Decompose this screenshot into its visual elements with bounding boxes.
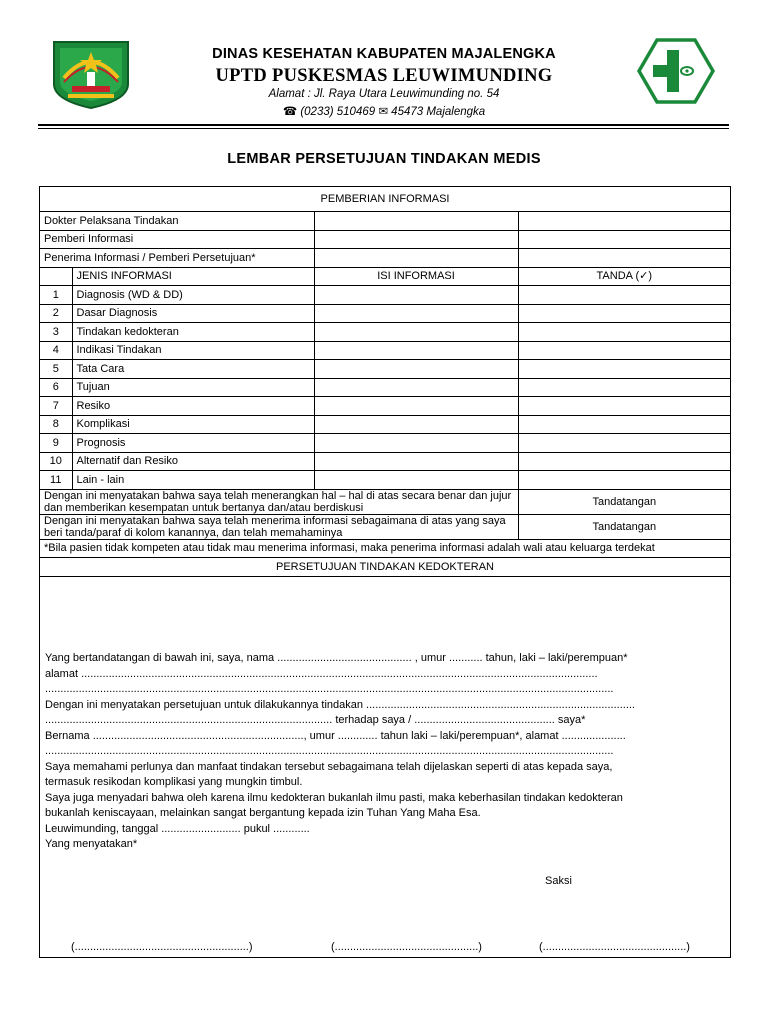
consent-line-address[interactable]: alamat ......................................................................................................................................................................... bbox=[45, 667, 598, 680]
item-check-field[interactable] bbox=[518, 378, 730, 397]
informer-value-field[interactable] bbox=[314, 230, 518, 249]
informer-label: Pemberi Informasi bbox=[40, 230, 314, 249]
header-rule-thick bbox=[38, 124, 729, 126]
item-label: Diagnosis (WD & DD) bbox=[72, 286, 314, 305]
consent-understanding-2: termasuk resikodan komplikasi yang mungkin timbul. bbox=[45, 776, 303, 788]
agency-name: DINAS KESEHATAN KABUPATEN MAJALENGKA bbox=[212, 46, 556, 62]
clinic-phone: ☎ (0233) 510469 ✉ 45473 Majalengka bbox=[282, 106, 486, 118]
item-content-field[interactable] bbox=[314, 471, 518, 490]
item-label: Lain - lain bbox=[72, 471, 314, 490]
item-content-field[interactable] bbox=[314, 286, 518, 305]
doctor-row bbox=[40, 212, 730, 231]
signature-label: Tandatangan bbox=[592, 495, 657, 508]
col-jenis-header: JENIS INFORMASI bbox=[72, 267, 314, 286]
informer-statement: Dengan ini menyatakan bahwa saya telah menerangkan hal – hal di atas secara benar dan jujur dan memberikan kesempatan untuk bertanya dan/atau berdiskusi bbox=[40, 489, 518, 514]
item-label: Tindakan kedokteran bbox=[72, 323, 314, 342]
table-row bbox=[40, 452, 730, 471]
consent-line-name[interactable]: Yang bertandatangan di bawah ini, saya, nama ............................................ , umur ........... tahun, laki – laki/perempuan* bbox=[45, 652, 628, 664]
recipient-label: Penerima Informasi / Pemberi Persetujuan* bbox=[40, 249, 314, 268]
item-content-field[interactable] bbox=[314, 323, 518, 342]
col-no-header bbox=[40, 267, 72, 286]
consent-understanding-1: Saya memahami perlunya dan manfaat tindakan tersebut sebagaimana telah dijelaskan seperti di atas kepada saya, bbox=[45, 760, 613, 773]
consent-line-procedure[interactable]: Dengan ini menyatakan persetujuan untuk dilakukannya tindakan ........................................................................................ bbox=[45, 698, 635, 711]
header-rule-thin bbox=[38, 128, 729, 129]
consent-line-subject-name[interactable]: Bernama ....................................................................., umur ............. tahun laki – laki/perempuan*, alamat ..................... bbox=[45, 729, 626, 742]
item-number: 7 bbox=[40, 397, 72, 416]
item-label: Komplikasi bbox=[72, 415, 314, 434]
section-title-information: PEMBERIAN INFORMASI bbox=[40, 187, 730, 212]
table-row bbox=[40, 304, 730, 323]
table-row bbox=[40, 434, 730, 453]
item-content-field[interactable] bbox=[314, 341, 518, 360]
item-label: Resiko bbox=[72, 397, 314, 416]
item-number: 11 bbox=[40, 471, 72, 490]
item-number: 1 bbox=[40, 286, 72, 305]
consent-line-address-cont[interactable]: .......................................................................................................................................................................................... bbox=[45, 683, 614, 695]
recipient-value-field[interactable] bbox=[314, 249, 518, 268]
item-check-field[interactable] bbox=[518, 471, 730, 490]
information-table bbox=[40, 187, 730, 577]
item-label: Tujuan bbox=[72, 378, 314, 397]
section-title-consent: PERSETUJUAN TINDAKAN KEDOKTERAN bbox=[40, 558, 730, 577]
item-number: 4 bbox=[40, 341, 72, 360]
item-label: Prognosis bbox=[72, 434, 314, 453]
item-number: 5 bbox=[40, 360, 72, 379]
informer-statement-row bbox=[40, 489, 730, 514]
consent-body bbox=[45, 651, 725, 853]
item-content-field[interactable] bbox=[314, 304, 518, 323]
doctor-sign-field[interactable] bbox=[518, 212, 730, 231]
item-number: 3 bbox=[40, 323, 72, 342]
table-row bbox=[40, 471, 730, 490]
item-content-field[interactable] bbox=[314, 397, 518, 416]
document-title: LEMBAR PERSETUJUAN TINDAKAN MEDIS bbox=[227, 151, 541, 167]
informer-signature-field[interactable] bbox=[518, 489, 730, 514]
consent-line-subject[interactable]: .............................................................................................. terhadap saya / .............................................. saya* bbox=[45, 714, 586, 726]
item-number: 2 bbox=[40, 304, 72, 323]
competence-note: *Bila pasien tidak kompeten atau tidak mau menerima informasi, maka penerima informasi adalah wali atau keluarga terdekat bbox=[40, 539, 730, 558]
item-check-field[interactable] bbox=[518, 323, 730, 342]
consent-declarant-label: Yang menyatakan* bbox=[45, 838, 138, 850]
informer-row bbox=[40, 230, 730, 249]
doctor-value-field[interactable] bbox=[314, 212, 518, 231]
item-label: Dasar Diagnosis bbox=[72, 304, 314, 323]
item-label: Alternatif dan Resiko bbox=[72, 452, 314, 471]
column-header-row bbox=[40, 267, 730, 286]
informer-sign-field[interactable] bbox=[518, 230, 730, 249]
letterhead bbox=[0, 0, 768, 130]
doctor-label: Dokter Pelaksana Tindakan bbox=[40, 212, 314, 231]
table-row bbox=[40, 397, 730, 416]
col-isi-header: ISI INFORMASI bbox=[314, 267, 518, 286]
item-number: 8 bbox=[40, 415, 72, 434]
item-check-field[interactable] bbox=[518, 360, 730, 379]
item-check-field[interactable] bbox=[518, 341, 730, 360]
item-number: 6 bbox=[40, 378, 72, 397]
consent-title-row bbox=[40, 558, 730, 577]
consent-form bbox=[39, 186, 731, 958]
consent-date-line[interactable]: Leuwimunding, tanggal .......................... pukul ............ bbox=[45, 822, 310, 835]
table-row bbox=[40, 415, 730, 434]
item-label: Tata Cara bbox=[72, 360, 314, 379]
item-content-field[interactable] bbox=[314, 452, 518, 471]
recipient-statement-row bbox=[40, 514, 730, 539]
item-check-field[interactable] bbox=[518, 452, 730, 471]
recipient-statement: Dengan ini menyatakan bahwa saya telah menerima informasi sebagaimana di atas yang saya beri tanda/paraf di kolom kanannya, dan telah memahaminya bbox=[40, 514, 518, 539]
witness-2-signature-line[interactable]: (...............................................) bbox=[539, 941, 690, 953]
table-row bbox=[40, 286, 730, 305]
item-number: 10 bbox=[40, 452, 72, 471]
clinic-address: Alamat : Jl. Raya Utara Leuwimunding no. 54 bbox=[268, 88, 500, 100]
note-row bbox=[40, 539, 730, 558]
item-check-field[interactable] bbox=[518, 304, 730, 323]
recipient-signature-field[interactable] bbox=[518, 514, 730, 539]
item-check-field[interactable] bbox=[518, 286, 730, 305]
item-label: Indikasi Tindakan bbox=[72, 341, 314, 360]
table-row bbox=[40, 341, 730, 360]
witness-1-signature-line[interactable]: (...............................................) bbox=[331, 941, 482, 953]
consent-awareness-2: bukanlah keniscayaan, melainkan sangat bergantung kepada izin Tuhan Yang Maha Esa. bbox=[45, 807, 481, 819]
item-content-field[interactable] bbox=[314, 360, 518, 379]
recipient-row bbox=[40, 249, 730, 268]
item-number: 9 bbox=[40, 434, 72, 453]
consent-awareness-1: Saya juga menyadari bahwa oleh karena ilmu kedokteran bukanlah ilmu pasti, maka keberhasilan tindakan kedokteran bbox=[45, 791, 623, 804]
item-check-field[interactable] bbox=[518, 434, 730, 453]
item-check-field[interactable] bbox=[518, 397, 730, 416]
recipient-sign-field[interactable] bbox=[518, 249, 730, 268]
col-tanda-header: TANDA (✓) bbox=[518, 267, 730, 286]
item-content-field[interactable] bbox=[314, 434, 518, 453]
signature-label: Tandatangan bbox=[592, 520, 657, 533]
item-check-field[interactable] bbox=[518, 415, 730, 434]
table-row bbox=[40, 323, 730, 342]
witness-label: Saksi bbox=[545, 875, 572, 887]
table-row bbox=[40, 378, 730, 397]
item-content-field[interactable] bbox=[314, 415, 518, 434]
declarant-signature-line[interactable]: (.........................................................) bbox=[71, 941, 253, 953]
table-row bbox=[40, 360, 730, 379]
item-content-field[interactable] bbox=[314, 378, 518, 397]
consent-line-subject-address[interactable]: .......................................................................................................................................................................................... bbox=[45, 745, 614, 757]
puskesmas-logo bbox=[637, 38, 715, 104]
clinic-name: UPTD PUSKESMAS LEUWIMUNDING bbox=[215, 66, 553, 86]
